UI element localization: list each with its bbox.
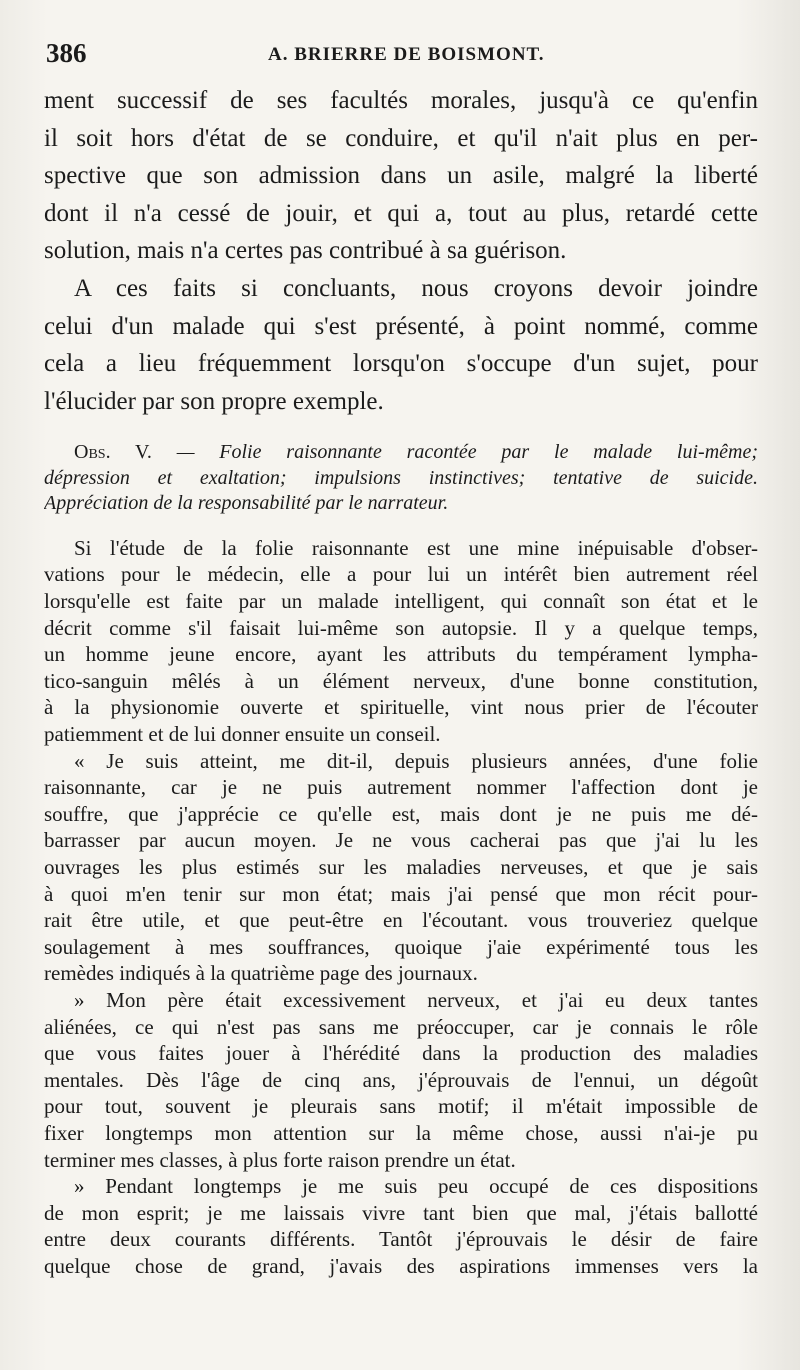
page-header <box>46 38 766 72</box>
text-line: pour tout, souvent je pleurais sans motif; il m'était impossible de <box>44 1094 758 1119</box>
text-line: à quoi m'en tenir sur mon état; mais j'ai pensé que mon récit pour- <box>44 881 758 906</box>
text-line: à la physionomie ouverte et spirituelle, vint nous prier de l'écouter <box>44 695 758 720</box>
text-line: de mon esprit; je me laissais vivre tant bien que mal, j'étais ballotté <box>44 1200 758 1225</box>
text-line: dont il n'a cessé de jouir, et qui a, tout au plus, retardé cette <box>44 199 758 227</box>
text-line: il soit hors d'état de se conduire, et qu'il n'ait plus en per- <box>44 124 758 152</box>
text-line: » Pendant longtemps je me suis peu occupé de ces dispositions <box>74 1174 758 1199</box>
running-head: A. BRIERRE DE BOISMONT. <box>268 44 545 65</box>
paragraph-observation-intro <box>44 535 758 748</box>
text-line: A ces faits si concluants, nous croyons devoir joindre <box>74 274 758 302</box>
text-line: dépression et exaltation; impulsions instinctives; tentative de suicide. <box>44 466 758 489</box>
text-line: vations pour le médecin, elle a pour lui un intérêt bien autrement réel <box>44 562 758 587</box>
text-line: quelque chose de grand, j'avais des aspirations immenses vers la <box>44 1253 758 1278</box>
observation-title: — Folie raisonnante racontée par le malade lui-même; <box>151 441 758 464</box>
paragraph-continuation <box>44 82 758 270</box>
text-line: Si l'étude de la folie raisonnante est une mine inépuisable d'obser- <box>74 535 758 560</box>
observation-label: Obs. V. <box>74 441 152 464</box>
text-line: » Mon père était excessivement nerveux, et j'ai eu deux tantes <box>74 987 758 1012</box>
text-line: Appréciation de la responsabilité par le narrateur. <box>44 492 449 515</box>
text-line: l'élucider par son propre exemple. <box>44 387 384 415</box>
paragraph-patient-quote <box>44 748 758 987</box>
text-line: soulagement à mes souffrances, quoique j'aie expérimenté tous les <box>44 934 758 959</box>
text-line: tico-sanguin mêlés à un élément nerveux, d'une bonne constitution, <box>44 668 758 693</box>
text-line: remèdes indiqués à la quatrième page des journaux. <box>44 961 478 986</box>
text-line: raisonnante, car je ne puis autrement nommer l'affection dont je <box>44 775 758 800</box>
text-line: aliénées, ce qui n'est pas sans me préoccuper, car je connais le rôle <box>44 1014 758 1039</box>
text-line: fixer longtemps mon attention sur la même chose, aussi n'ai-je pu <box>44 1120 758 1145</box>
paragraph-dispositions <box>44 1173 758 1279</box>
text-line: entre deux courants différents. Tantôt j'éprouvais le désir de faire <box>44 1227 758 1252</box>
text-line: lorsqu'elle est faite par un malade intelligent, qui connaît son état et le <box>44 589 758 614</box>
page-number: 386 <box>46 38 87 68</box>
body-text <box>44 82 758 1279</box>
text-line: celui d'un malade qui s'est présenté, à point nommé, comme <box>44 312 758 340</box>
text-line: « Je suis atteint, me dit-il, depuis plusieurs années, d'une folie <box>74 748 758 773</box>
paragraph-intro <box>44 270 758 420</box>
observation-heading <box>44 440 758 517</box>
text-line: que vous faites jouer à l'hérédité dans la production des maladies <box>44 1041 758 1066</box>
text-line: ment successif de ses facultés morales, jusqu'à ce qu'enfin <box>44 87 758 114</box>
text-line: ouvrages les plus estimés sur les maladies nerveuses, et que je sais <box>44 854 758 879</box>
text-line: souffre, que j'apprécie ce qu'elle est, mais dont je ne puis me dé- <box>44 801 758 826</box>
text-line: cela a lieu fréquemment lorsqu'on s'occupe d'un sujet, pour <box>44 350 758 378</box>
paragraph-father <box>44 987 758 1173</box>
text-line: mentales. Dès l'âge de cinq ans, j'éprouvais de l'ennui, un dégoût <box>44 1067 758 1092</box>
text-line: barrasser par aucun moyen. Je ne vous cacherai pas que j'ai lu les <box>44 828 758 853</box>
text-line: un homme jeune encore, ayant les attributs du tempérament lympha- <box>44 642 758 667</box>
text-line <box>44 440 758 466</box>
text-line: patiemment et de lui donner ensuite un conseil. <box>44 722 441 746</box>
text-line: décrit comme s'il faisait lui-même son autopsie. Il y a quelque temps, <box>44 615 758 640</box>
text-line: spective que son admission dans un asile, malgré la liberté <box>44 162 758 190</box>
text-line: solution, mais n'a certes pas contribué à sa guérison. <box>44 237 567 265</box>
text-line: terminer mes classes, à plus forte raison prendre un état. <box>44 1147 516 1172</box>
text-line: rait être utile, et que peut-être en l'écoutant. vous trouveriez quelque <box>44 908 758 933</box>
